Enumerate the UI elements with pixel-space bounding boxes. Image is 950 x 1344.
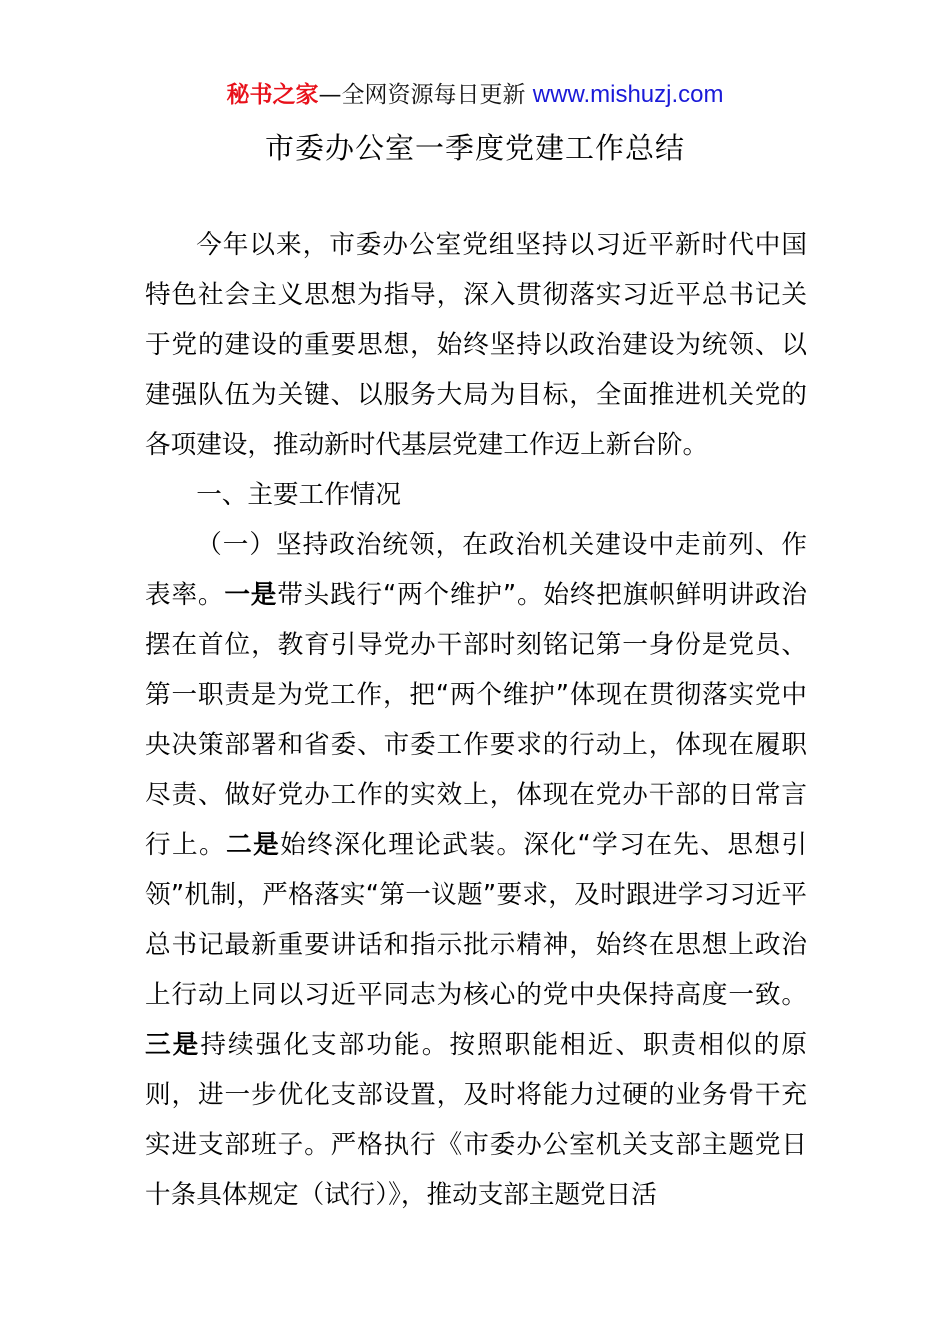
- intro-paragraph: 今年以来，市委办公室党组坚持以习近平新时代中国特色社会主义思想为指导，深入贯彻落实习近平总书记关于党的建设的重要思想，始终坚持以政治建设为统领、以建强队伍为关键、以服务大局为目标，全面推进机关党的各项建设，推动新时代基层党建工作迈上新台阶。: [145, 230, 807, 460]
- point-text: 持续强化支部功能。按照职能相近、职责相似的原则，进一步优化支部设置，及时将能力过硬的业务骨干充实进支部班子。严格执行《市委办公室机关支部主题党日十条具体规定（试行）》，推动支部主题党日活: [145, 1030, 807, 1210]
- site-url-link[interactable]: www.mishuzj.com: [532, 81, 724, 108]
- point-text: 带头践行“两个维护”。始终把旗帜鲜明讲政治摆在首位，教育引导党办干部时刻铭记第一身份是党员、第一职责是为党工作，把“两个维护”体现在贯彻落实党中央决策部署和省委、市委工作要求的行动上，体现在履职尽责、做好党办工作的实效上，体现在党办干部的日常言行上。: [145, 580, 807, 860]
- document-title: 市委办公室一季度党建工作总结: [264, 131, 685, 165]
- brand-name: 秘书之家: [226, 82, 319, 108]
- point-label: 二是: [226, 830, 281, 860]
- subsection-heading: （一）坚持政治统领，在政治机关建设中走前列、作表率。: [145, 530, 807, 610]
- document-body: [145, 220, 807, 1220]
- site-header: [0, 78, 950, 112]
- subsection-paragraph: [145, 520, 807, 1220]
- header-tagline: —全网资源每日更新: [318, 82, 533, 108]
- section-heading: 一、主要工作情况: [196, 480, 401, 510]
- point-text: 始终深化理论武装。深化“学习在先、思想引领”机制，严格落实“第一议题”要求，及时跟进学习习近平总书记最新重要讲话和指示批示精神，始终在思想上政治上行动上同以习近平同志为核心的党中央保持高度一致。: [145, 830, 807, 1010]
- point-label: 一是: [224, 580, 278, 610]
- point-label: 三是: [145, 1030, 201, 1060]
